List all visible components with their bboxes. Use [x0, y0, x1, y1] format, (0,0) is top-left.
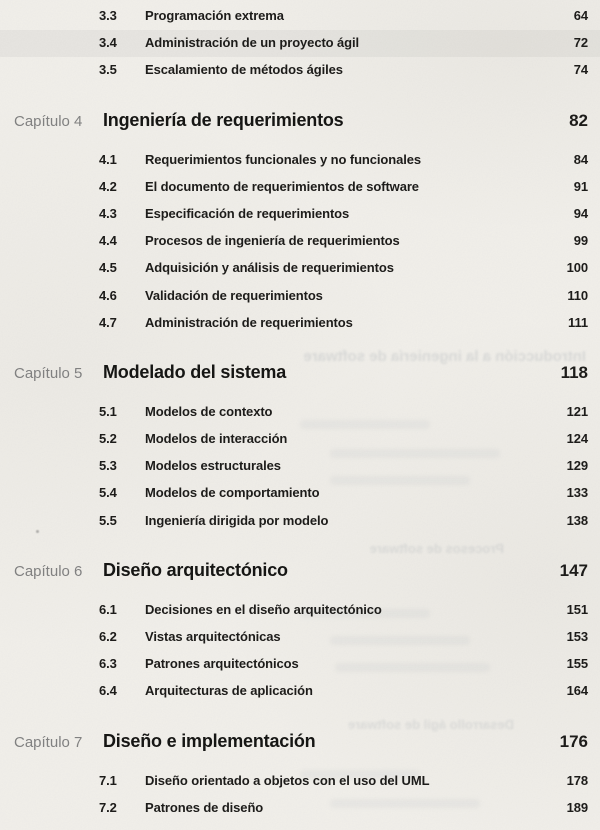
section-page-number: 91 — [573, 178, 588, 194]
toc-entry — [14, 260, 588, 287]
section-title: Escalamiento de métodos ágiles — [145, 62, 343, 78]
section-title: Requerimientos funcionales y no funcionales — [145, 151, 421, 167]
section-page-number: 164 — [566, 683, 588, 699]
section-number: 6.2 — [99, 629, 117, 644]
toc-entry — [14, 485, 588, 512]
section-number: 4.6 — [99, 287, 117, 303]
section-page-number: 99 — [573, 233, 588, 249]
toc-entry — [14, 62, 588, 89]
chapter-page-number: 147 — [559, 560, 588, 580]
section-title: Diseño orientado a objetos con el uso del UML — [145, 772, 430, 788]
toc-entry — [14, 8, 588, 35]
chapter-label: Capítulo 7 — [14, 733, 83, 751]
section-number: 7.1 — [99, 772, 117, 788]
toc-entry — [14, 602, 588, 629]
section-page-number: 151 — [566, 601, 588, 617]
chapter-label: Capítulo 5 — [14, 364, 83, 382]
chapter-label: Capítulo 6 — [14, 562, 83, 580]
chapter-title: Diseño e implementación — [103, 730, 316, 751]
section-title: Modelos estructurales — [145, 458, 281, 474]
chapter-block-7 — [14, 711, 588, 827]
section-title: Validación de requerimientos — [145, 287, 323, 303]
toc-entry — [14, 288, 588, 315]
toc-entry — [14, 683, 588, 710]
section-number: 4.1 — [99, 151, 117, 167]
section-page-number: 129 — [566, 458, 588, 474]
toc-entry — [14, 206, 588, 233]
chapter-block-4 — [14, 90, 588, 342]
chapter-heading — [14, 362, 588, 388]
section-number: 5.2 — [99, 431, 117, 447]
chapter-3-partial — [14, 8, 588, 90]
section-page-number: 72 — [573, 35, 588, 51]
section-title: Programación extrema — [145, 8, 284, 23]
section-title: Ingeniería dirigida por modelo — [145, 512, 329, 528]
section-number: 6.3 — [99, 656, 117, 672]
section-title: El documento de requerimientos de software — [145, 178, 419, 194]
section-number: 3.3 — [99, 8, 117, 23]
chapter-heading — [14, 110, 588, 136]
toc-entry — [14, 800, 588, 827]
section-title: Vistas arquitectónicas — [145, 629, 281, 644]
section-page-number: 121 — [566, 403, 588, 419]
section-title: Adquisición y análisis de requerimientos — [145, 260, 394, 276]
section-number: 3.4 — [99, 35, 117, 51]
section-title: Especificación de requerimientos — [145, 205, 350, 221]
chapter-block-5 — [14, 342, 588, 540]
section-title: Patrones de diseño — [145, 799, 264, 815]
section-number: 4.4 — [99, 233, 117, 249]
toc-entry — [14, 656, 588, 683]
section-page-number: 133 — [566, 485, 588, 501]
section-title: Administración de requerimientos — [145, 314, 353, 330]
toc-entry — [14, 35, 588, 62]
section-title: Patrones arquitectónicos — [145, 656, 299, 672]
section-page-number: 111 — [568, 314, 588, 330]
toc-entry — [14, 152, 588, 179]
section-number: 4.5 — [99, 260, 117, 276]
chapter-label: Capítulo 4 — [14, 112, 83, 130]
section-page-number: 110 — [567, 287, 588, 303]
chapter-page-number: 176 — [559, 731, 588, 751]
bleed-through-text: Introducción a la ingeniería de software — [303, 348, 586, 365]
chapter-page-number: 82 — [569, 110, 588, 130]
chapter-title: Ingeniería de requerimientos — [103, 109, 344, 130]
chapter-title: Diseño arquitectónico — [103, 559, 288, 580]
section-number: 7.2 — [99, 799, 117, 815]
toc-entry — [14, 629, 588, 656]
section-page-number: 74 — [573, 62, 588, 78]
section-title: Modelos de interacción — [145, 431, 288, 447]
section-page-number: 155 — [566, 656, 588, 672]
section-page-number: 94 — [573, 205, 588, 221]
section-title: Procesos de ingeniería de requerimientos — [145, 233, 400, 249]
section-page-number: 124 — [566, 431, 588, 447]
section-number: 5.3 — [99, 458, 117, 474]
chapter-heading — [14, 731, 588, 757]
section-page-number: 178 — [566, 772, 588, 788]
toc-entry — [14, 773, 588, 800]
toc-entry — [14, 513, 588, 540]
section-title: Decisiones en el diseño arquitectónico — [145, 601, 382, 617]
section-number: 5.4 — [99, 485, 117, 501]
bleed-through-text: Procesos de software — [369, 541, 504, 556]
bleed-through-text: Desarrollo ágil de software — [347, 717, 514, 732]
chapter-page-number: 118 — [560, 362, 588, 382]
section-number: 4.3 — [99, 205, 117, 221]
toc-entry — [14, 404, 588, 431]
section-page-number: 189 — [566, 799, 588, 815]
section-page-number: 64 — [573, 8, 588, 23]
chapter-heading — [14, 560, 588, 586]
section-title: Modelos de comportamiento — [145, 485, 320, 501]
section-number: 5.5 — [99, 512, 117, 528]
section-number: 5.1 — [99, 403, 117, 419]
toc-entry — [14, 233, 588, 260]
section-page-number: 84 — [573, 151, 588, 167]
section-title: Modelos de contexto — [145, 403, 273, 419]
toc-entry — [14, 315, 588, 342]
section-page-number: 153 — [566, 629, 588, 644]
chapter-block-6 — [14, 540, 588, 711]
section-title: Administración de un proyecto ágil — [145, 35, 360, 51]
chapter-title: Modelado del sistema — [103, 361, 287, 382]
toc-entry — [14, 431, 588, 458]
section-page-number: 138 — [566, 512, 588, 528]
section-number: 6.1 — [99, 601, 117, 617]
toc-entry — [14, 179, 588, 206]
section-number: 4.2 — [99, 178, 117, 194]
section-title: Arquitecturas de aplicación — [145, 683, 313, 699]
section-number: 3.5 — [99, 62, 117, 78]
section-number: 4.7 — [99, 314, 117, 330]
section-page-number: 100 — [566, 260, 588, 276]
toc-entry — [14, 458, 588, 485]
section-number: 6.4 — [99, 683, 117, 699]
